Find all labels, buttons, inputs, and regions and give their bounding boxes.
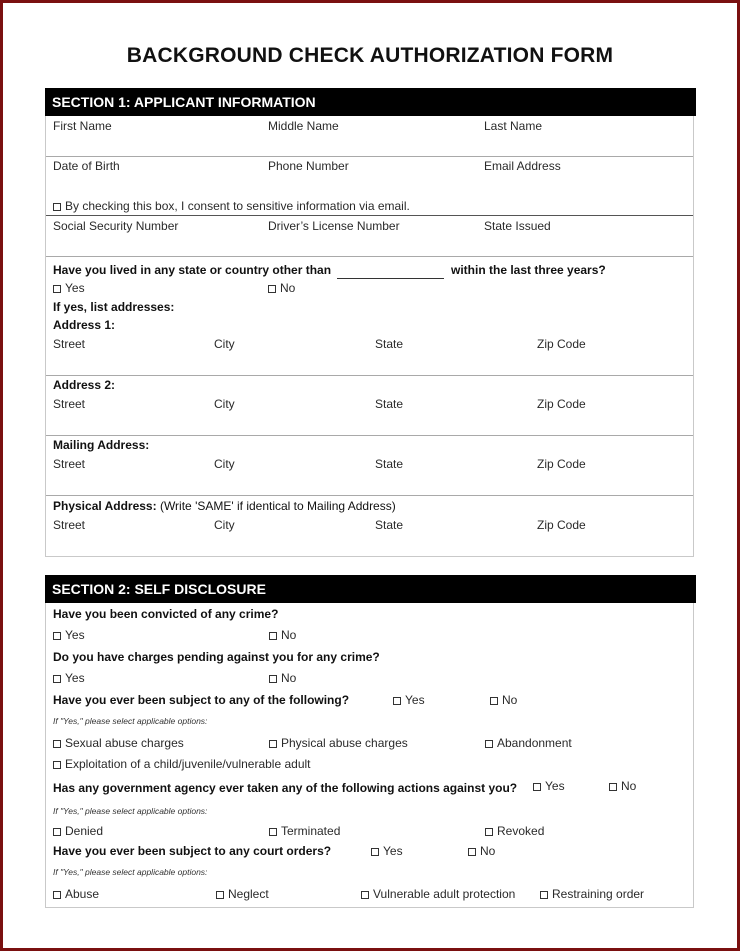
address-1-zip[interactable]: Zip Code <box>537 337 586 351</box>
checkbox-icon <box>609 783 617 791</box>
date-of-birth-field[interactable]: Date of Birth <box>53 159 120 173</box>
sexual-abuse-checkbox[interactable]: Sexual abuse charges <box>53 736 184 750</box>
subject-no-checkbox[interactable]: No <box>490 693 517 707</box>
abuse-checkbox[interactable]: Abuse <box>53 887 99 901</box>
divider <box>46 215 693 216</box>
state-country-blank[interactable] <box>337 278 444 279</box>
physical-address-label: Physical Address: (Write 'SAME' if identical to Mailing Address) <box>53 499 396 513</box>
mailing-street[interactable]: Street <box>53 457 86 471</box>
terminated-checkbox[interactable]: Terminated <box>269 824 340 838</box>
email-address-field[interactable]: Email Address <box>484 159 561 173</box>
checkbox-icon <box>485 740 493 748</box>
government-no-checkbox[interactable]: No <box>609 779 636 793</box>
neglect-checkbox[interactable]: Neglect <box>216 887 269 901</box>
mailing-state[interactable]: State <box>375 457 404 471</box>
revoked-checkbox[interactable]: Revoked <box>485 824 544 838</box>
checkbox-icon <box>269 632 277 640</box>
court-no-checkbox[interactable]: No <box>468 844 495 858</box>
mailing-address-label: Mailing Address: <box>53 438 150 452</box>
physical-abuse-checkbox[interactable]: Physical abuse charges <box>269 736 408 750</box>
physical-address-note: (Write 'SAME' if identical to Mailing Address) <box>159 499 396 513</box>
section-applicant-information <box>45 88 694 557</box>
lived-yes-checkbox[interactable]: Yes <box>53 281 85 295</box>
checkbox-icon <box>533 783 541 791</box>
court-orders-question: Have you ever been subject to any court orders? <box>53 844 332 858</box>
divider <box>46 156 693 157</box>
physical-state[interactable]: State <box>375 518 404 532</box>
email-consent-label: By checking this box, I consent to sensitive information via email. <box>65 199 410 213</box>
checkbox-icon <box>216 891 224 899</box>
section-1-header: SECTION 1: APPLICANT INFORMATION <box>45 88 696 116</box>
address-1-label: Address 1: <box>53 318 116 332</box>
address-1-city[interactable]: City <box>214 337 235 351</box>
exploitation-checkbox[interactable]: Exploitation of a child/juvenile/vulnerable adult <box>53 757 311 771</box>
physical-city[interactable]: City <box>214 518 235 532</box>
checkbox-icon <box>361 891 369 899</box>
convicted-yes-checkbox[interactable]: Yes <box>53 628 85 642</box>
checkbox-icon <box>468 848 476 856</box>
lived-elsewhere-question: Have you lived in any state or country other than <box>53 263 332 277</box>
divider <box>46 375 693 376</box>
subject-to-following-question: Have you ever been subject to any of the following? <box>53 693 350 707</box>
email-consent-checkbox[interactable] <box>53 199 410 213</box>
address-2-street[interactable]: Street <box>53 397 86 411</box>
middle-name-field[interactable]: Middle Name <box>268 119 339 133</box>
section-2-header: SECTION 2: SELF DISCLOSURE <box>45 575 696 603</box>
address-2-label: Address 2: <box>53 378 116 392</box>
state-issued-field[interactable]: State Issued <box>484 219 551 233</box>
divider <box>46 435 693 436</box>
checkbox-icon <box>269 675 277 683</box>
checkbox-icon <box>53 632 61 640</box>
charges-pending-question: Do you have charges pending against you for any crime? <box>53 650 380 664</box>
address-2-city[interactable]: City <box>214 397 235 411</box>
physical-street[interactable]: Street <box>53 518 86 532</box>
checkbox-icon <box>490 697 498 705</box>
government-yes-checkbox[interactable]: Yes <box>533 779 565 793</box>
checkbox-icon <box>269 828 277 836</box>
denied-checkbox[interactable]: Denied <box>53 824 103 838</box>
address-2-zip[interactable]: Zip Code <box>537 397 586 411</box>
checkbox-icon <box>268 285 276 293</box>
address-1-state[interactable]: State <box>375 337 404 351</box>
government-action-question: Has any government agency ever taken any of the following actions against you? <box>53 781 518 795</box>
list-addresses-label: If yes, list addresses: <box>53 300 175 314</box>
mailing-zip[interactable]: Zip Code <box>537 457 586 471</box>
phone-number-field[interactable]: Phone Number <box>268 159 349 173</box>
vulnerable-adult-protection-checkbox[interactable]: Vulnerable adult protection <box>361 887 515 901</box>
court-yes-checkbox[interactable]: Yes <box>371 844 403 858</box>
mailing-city[interactable]: City <box>214 457 235 471</box>
checkbox-icon <box>53 891 61 899</box>
subject-options-note: If "Yes," please select applicable options: <box>53 716 208 726</box>
checkbox-icon <box>393 697 401 705</box>
address-1-street[interactable]: Street <box>53 337 86 351</box>
lived-elsewhere-question-end: within the last three years? <box>451 263 606 277</box>
checkbox-icon <box>53 203 61 211</box>
form-title: BACKGROUND CHECK AUTHORIZATION FORM <box>126 44 614 67</box>
checkbox-icon <box>53 828 61 836</box>
abandonment-checkbox[interactable]: Abandonment <box>485 736 572 750</box>
checkbox-icon <box>269 740 277 748</box>
checkbox-icon <box>53 675 61 683</box>
divider <box>46 256 693 257</box>
checkbox-icon <box>371 848 379 856</box>
charges-yes-checkbox[interactable]: Yes <box>53 671 85 685</box>
checkbox-icon <box>485 828 493 836</box>
drivers-license-field[interactable]: Driver’s License Number <box>268 219 400 233</box>
divider <box>46 495 693 496</box>
address-2-state[interactable]: State <box>375 397 404 411</box>
last-name-field[interactable]: Last Name <box>484 119 543 133</box>
lived-no-checkbox[interactable]: No <box>268 281 295 295</box>
court-options-note: If "Yes," please select applicable options: <box>53 867 208 877</box>
checkbox-icon <box>53 285 61 293</box>
government-options-note: If "Yes," please select applicable options: <box>53 806 208 816</box>
section-self-disclosure <box>45 575 694 908</box>
first-name-field[interactable]: First Name <box>53 119 112 133</box>
charges-no-checkbox[interactable]: No <box>269 671 296 685</box>
checkbox-icon <box>53 740 61 748</box>
checkbox-icon <box>53 761 61 769</box>
convicted-question: Have you been convicted of any crime? <box>53 607 279 621</box>
restraining-order-checkbox[interactable]: Restraining order <box>540 887 644 901</box>
checkbox-icon <box>540 891 548 899</box>
subject-yes-checkbox[interactable]: Yes <box>393 693 425 707</box>
physical-zip[interactable]: Zip Code <box>537 518 586 532</box>
convicted-no-checkbox[interactable]: No <box>269 628 296 642</box>
ssn-field[interactable]: Social Security Number <box>53 219 179 233</box>
